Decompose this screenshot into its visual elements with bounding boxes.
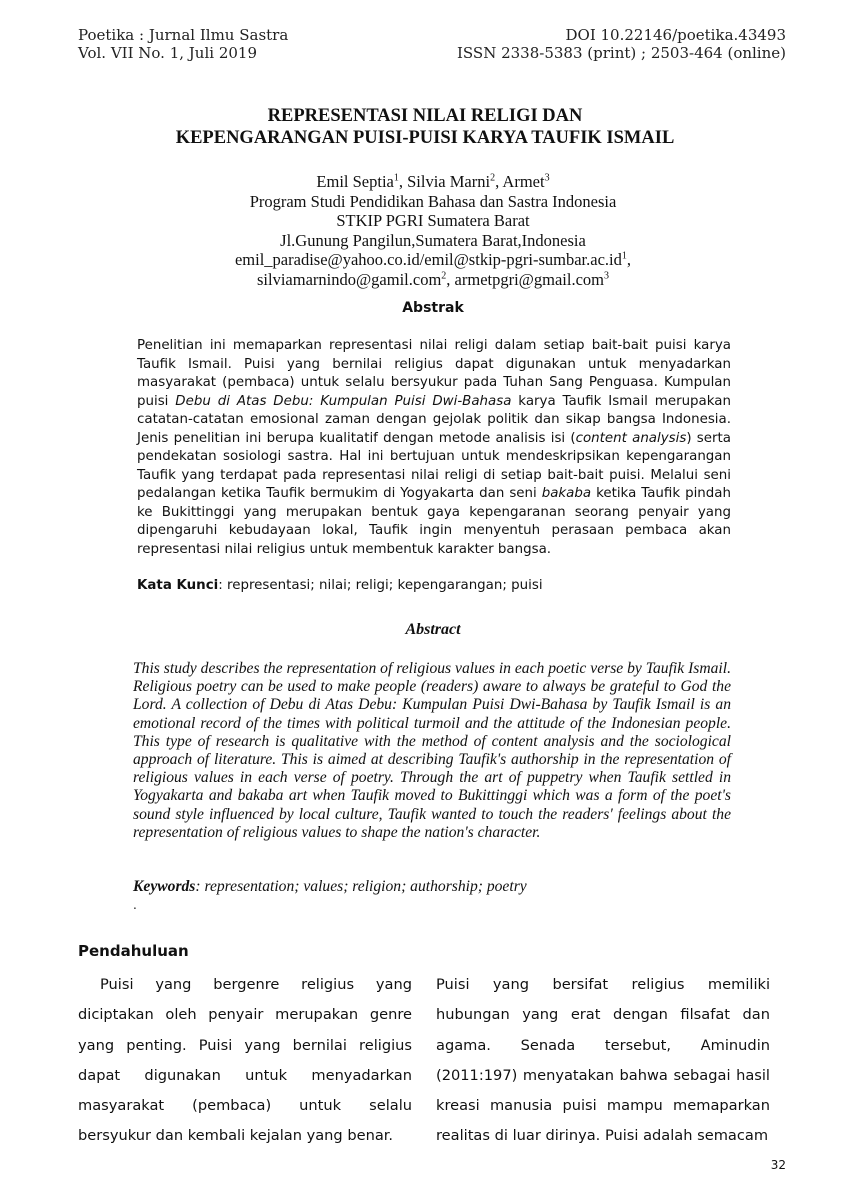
paper-title (0, 105, 850, 149)
abstract-text: This study describes the representation of religious values in each poetic verse by Taufik Ismail. Religious poetry can be used to make people (readers) aware to always be grateful to God the Lord. A collection of Debu di Atas Debu: Kumpulan Puisi Dwi-Bahasa by Taufik Ismail is an emotional record of the times with political turmoil and the attitude of the Indonesian people. This type of research is qualitative with the method of content analysis and the sociological approach of literature. This is aimed at describing Taufik's authorship in the representation of religious values in each verse of poetry. Through the art of puppetry when Taufik settled in Yogyakarta and bakaba art when Taufik moved to Bukittinggi which was a form of the poet's sound style influenced by local culture, Taufik wanted to touch the readers' feelings about the representation of religious values to shape the nation's character. (133, 660, 731, 841)
keywords-text: : representation; values; religion; authorship; poetry (195, 878, 527, 895)
intro-column-left: Puisi yang bergenre religius yang diciptakan oleh penyair merupakan genre yang penting. Puisi yang bernilai religius dapat digunakan untuk menyadarkan masyarakat (pembaca) untuk selalu bersyukur dan kembali kejalan yang benar. (78, 976, 412, 1145)
email-1-comma: , (626, 250, 631, 269)
author-3-sup: 3 (544, 172, 550, 184)
email-2-sup: 2 (441, 270, 447, 281)
abstrak-text (137, 337, 731, 559)
author-1: Emil Septia (316, 172, 394, 191)
kata-kunci (137, 578, 737, 593)
abstrak-part-4: ketika Taufik pindah ke Bukittinggi yang merupakan bentuk gaya kepengaranan seorang penyair yang dipengaruhi kebudayaan lokal, Taufik ingin menyentuh perasaan pembaca akan representasi nilai religius untuk membentuk karakter bangsa. (137, 486, 731, 557)
abstrak-part-2: karya Taufik Ismail merupakan catatan-catatan emosional zaman dengan gejolak politik dan sikap bangsa Indonesia. Jenis penelitian ini berupa kualitatif dengan metode analisis isi ( (137, 393, 731, 446)
issn: ISSN 2338-5383 (print) ; 2503-464 (online) (456, 44, 786, 62)
email-1: emil_paradise@yahoo.co.id/emil@stkip-pgri-sumbar.ac.id (234, 250, 622, 269)
title-line-1: REPRESENTASI NILAI RELIGI DAN (267, 106, 583, 126)
page-number: 32 (770, 1158, 786, 1172)
affiliation-institution: STKIP PGRI Sumatera Barat (336, 211, 530, 230)
author-3: , Armet (495, 172, 545, 191)
journal-volume: Vol. VII No. 1, Juli 2019 (78, 44, 257, 62)
abstrak-heading: Abstrak (402, 300, 464, 316)
abstrak-method-term: content analysis (575, 430, 687, 446)
keywords (133, 878, 733, 896)
kata-kunci-label: Kata Kunci (137, 578, 219, 593)
abstrak-part-3: ) serta pendekatan sosiologi sastra. Hal ini bertujuan untuk mendeskripsikan kepengarangan Taufik yang terdapat pada representasi nilai religi di setiap bait-bait puisi. Melalui seni pedalangan ketika Taufik bermukim di Yogyakarta dan seni (137, 430, 731, 501)
stray-dot: . (133, 898, 137, 912)
email-1-sup: 1 (621, 250, 627, 262)
author-2-sup: 2 (490, 172, 496, 184)
email-line-1 (0, 250, 850, 270)
affiliation-program: Program Studi Pendidikan Bahasa dan Sastra Indonesia (249, 191, 617, 211)
abstract-heading: Abstract (405, 621, 461, 638)
running-header-right (457, 26, 786, 62)
affiliation-address: Jl.Gunung Pangilun,Sumatera Barat,Indonesia (280, 230, 586, 250)
email-line-2 (0, 270, 850, 290)
intro-column-right: Puisi yang bersifat religius memiliki hubungan yang erat dengan filsafat dan agama. Senada tersebut, Aminudin (2011:197) menyatakan bahwa sebagai hasil kreasi manusia puisi mampu memaparkan realitas di luar dirinya. Puisi adalah semacam (436, 976, 770, 1145)
email-3-sup: 3 (604, 270, 609, 281)
abstrak-book-title: Debu di Atas Debu: Kumpulan Puisi Dwi-Bahasa (175, 393, 512, 409)
author-2: , Silvia Marni (398, 172, 491, 191)
journal-name: Poetika : Jurnal Ilmu Sastra (78, 26, 289, 44)
running-header-left (78, 26, 288, 62)
doi: DOI 10.22146/poetika.43493 (565, 26, 786, 44)
section-heading-pendahuluan: Pendahuluan (78, 942, 189, 960)
author-1-sup: 1 (393, 172, 399, 184)
email-3: , armetpgri@gmail.com (446, 269, 604, 289)
abstrak-bakaba-term: bakaba (541, 486, 592, 501)
email-2: silviamarnindo@gamil.com (257, 269, 442, 289)
author-block (0, 172, 850, 289)
author-names (0, 172, 850, 192)
abstrak-part-1: Penelitian ini memaparkan representasi nilai religi dalam setiap bait-bait puisi karya Taufik Ismail. Puisi yang bernilai religius dapat digunakan untuk menyadarkan masyarakat (pembaca) untuk selalu bersyukur pada Tuhan Sang Penguasa. Kumpulan puisi (137, 338, 731, 409)
kata-kunci-text: : representasi; nilai; religi; kepengarangan; puisi (218, 578, 543, 593)
keywords-label: Keywords (133, 878, 196, 895)
title-line-2: KEPENGARANGAN PUISI-PUISI KARYA TAUFIK ISMAIL (175, 128, 675, 148)
